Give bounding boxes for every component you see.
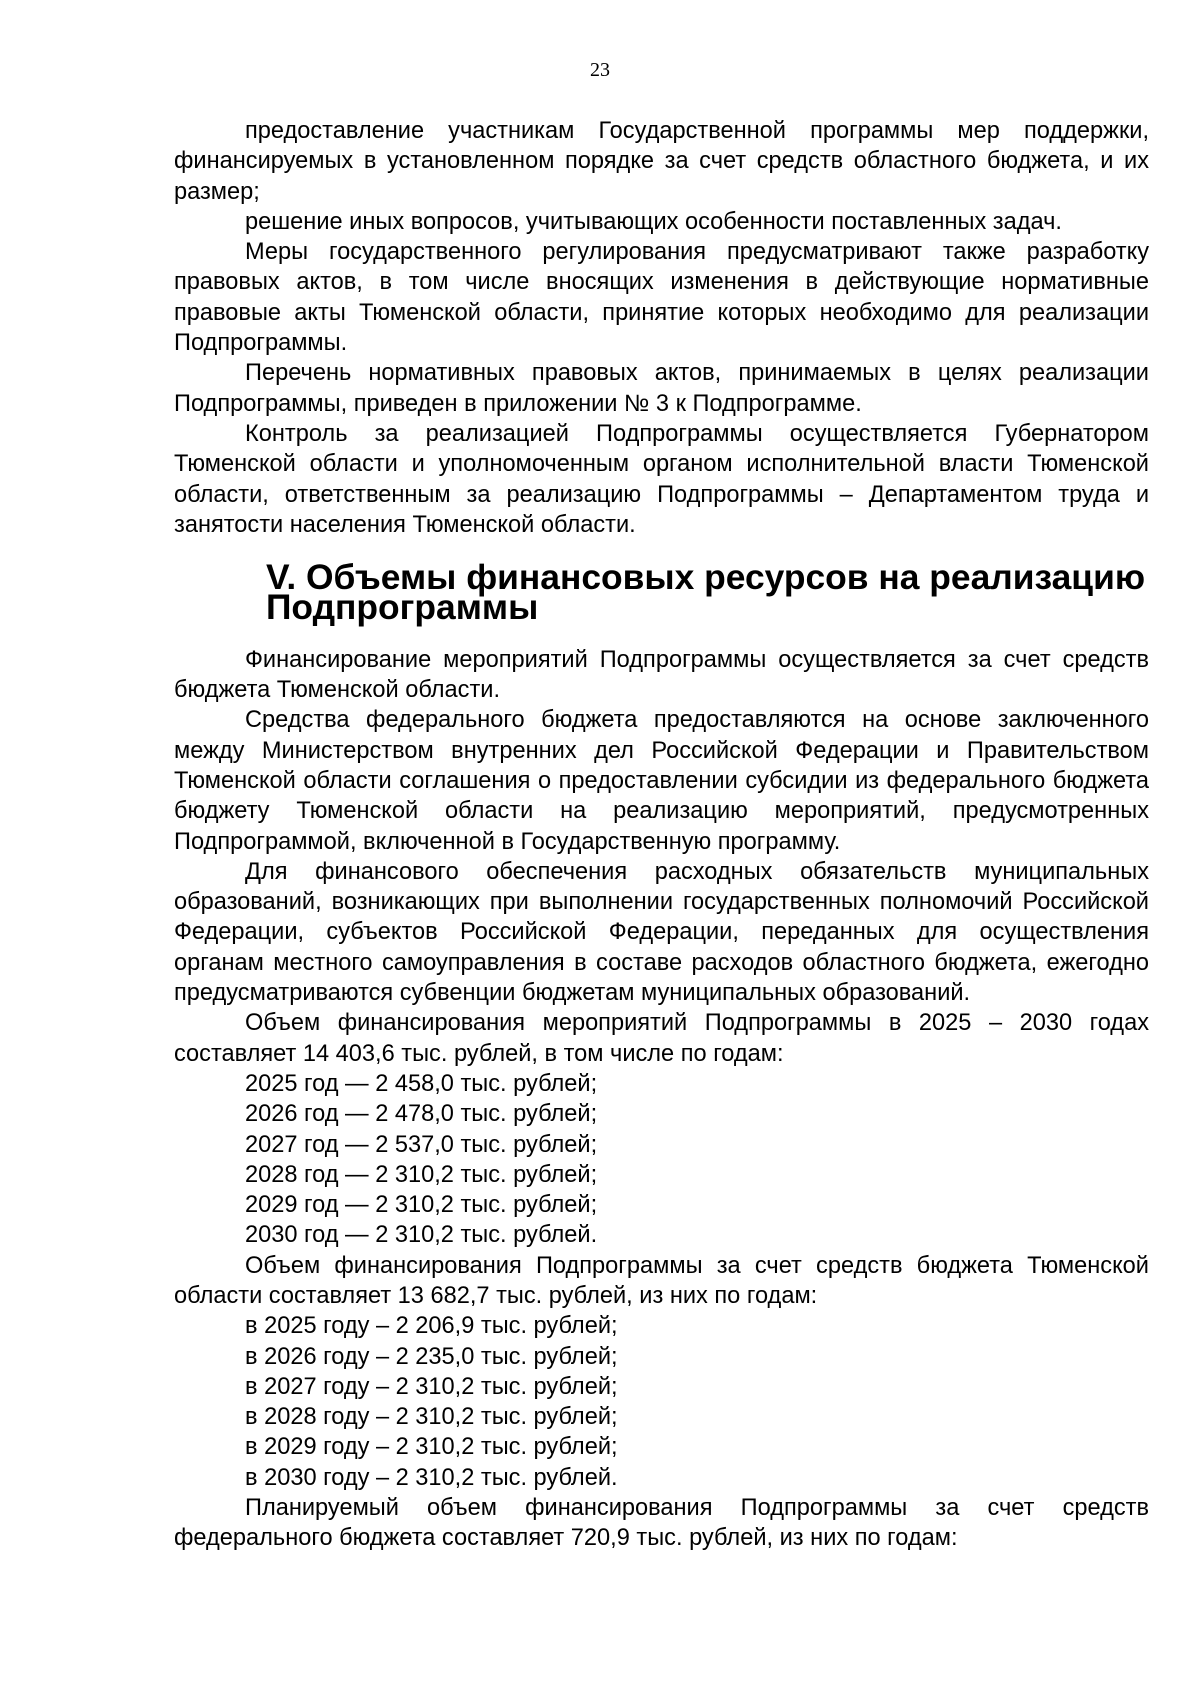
document-body [174,116,1149,1554]
paragraph-municipal-subventions: Для финансового обеспечения расходных обязательств муниципальных образований, возникающих при выполнении государственных полномочий Российской Федерации, субъектов Российской Федерации, переданных для осуществления органам местного самоуправления в составе расходов областного бюджета, ежегодно предусматриваются субвенции бюджетам муниципальных образований. [174,858,1149,1007]
total-financing-by-year-list [174,1069,1149,1251]
list-item: в 2029 году – 2 310,2 тыс. рублей; [245,1434,618,1461]
list-item: 2029 год — 2 310,2 тыс. рублей; [245,1192,598,1219]
list-item: в 2025 году – 2 206,9 тыс. рублей; [245,1313,618,1340]
list-item: в 2027 году – 2 310,2 тыс. рублей; [245,1373,618,1400]
list-item: 2030 год — 2 310,2 тыс. рублей. [245,1222,598,1249]
list-item: в 2028 году – 2 310,2 тыс. рублей; [245,1404,618,1431]
section-heading: V. Объемы финансовых ресурсов на реализацию Подпрограммы [266,557,1146,628]
paragraph-total-financing: Объем финансирования мероприятий Подпрограммы в 2025 – 2030 годах составляет 14 403,6 тыс. рублей, в том числе по годам: [174,1010,1149,1067]
list-item: в 2030 году – 2 310,2 тыс. рублей. [245,1464,618,1491]
list-item: 2028 год — 2 310,2 тыс. рублей; [245,1161,598,1188]
paragraph-support-measures: предоставление участникам Государственной программы мер поддержки, финансируемых в установленном порядке за счет средств областного бюджета, и их размер; [174,118,1149,205]
paragraph-financing-source: Финансирование мероприятий Подпрограммы осуществляется за счет средств бюджета Тюменской области. [174,646,1149,704]
paragraph-federal-funds: Средства федерального бюджета предоставляются на основе заключенного между Министерством внутренних дел Российской Федерации и Правительством Тюменской области соглашения о предоставлении субсидии из федерального бюджета бюджету Тюменской области на реализацию мероприятий, предусмотренных Подпрограммой, включенной в Государственную программу. [174,707,1149,855]
list-item: 2025 год — 2 458,0 тыс. рублей; [245,1070,598,1097]
paragraph-legal-acts-list: Перечень нормативных правовых актов, принимаемых в целях реализации Подпрограммы, приведен в приложении № 3 к Подпрограмме. [174,360,1149,417]
paragraph-control: Контроль за реализацией Подпрограммы осуществляется Губернатором Тюменской области и уполномоченным органом исполнительной власти Тюменской области, ответственным за реализацию Подпрограммы – Департаментом труда и занятости населения Тюменской области. [174,420,1149,538]
list-item: в 2026 году – 2 235,0 тыс. рублей; [245,1343,618,1370]
paragraph-regional-financing: Объем финансирования Подпрограммы за счет средств бюджета Тюменской области составляет 13 682,7 тыс. рублей, из них по годам: [174,1252,1149,1309]
paragraph-other-questions: решение иных вопросов, учитывающих особенности поставленных задач. [245,208,1062,235]
paragraph-federal-financing: Планируемый объем финансирования Подпрограммы за счет средств федерального бюджета составляет 720,9 тыс. рублей, из них по годам: [174,1495,1149,1552]
regional-financing-by-year-list [174,1311,1149,1493]
list-item: 2026 год — 2 478,0 тыс. рублей; [245,1101,598,1128]
paragraph-regulation-measures: Меры государственного регулирования предусматривают также разработку правовых актов, в том числе вносящих изменения в действующие нормативные правовые акты Тюменской области, принятие которых необходимо для реализации Подпрограммы. [174,239,1149,357]
list-item: 2027 год — 2 537,0 тыс. рублей; [245,1131,598,1158]
page-number: 23 [590,59,610,81]
